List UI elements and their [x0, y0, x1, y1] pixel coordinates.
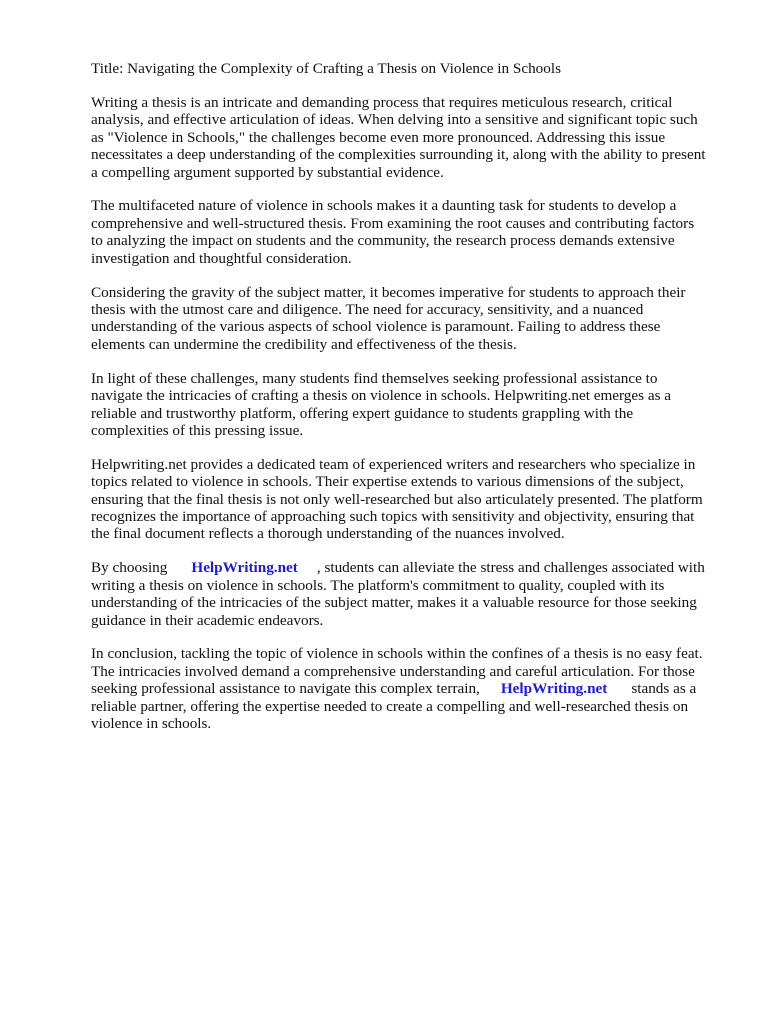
paragraph-line: reliable and trustworthy platform, offering expert guidance to students grappling with the: [91, 404, 634, 422]
link-lead-text: seeking professional assistance to navigate this complex terrain,: [91, 680, 480, 698]
paragraph-line: Considering the gravity of the subject matter, it becomes imperative for students to approach their: [91, 283, 686, 301]
paragraph-line: ensuring that the final thesis is not only well-researched but also articulately presented. The platform: [91, 490, 703, 508]
paragraph-team: [91, 456, 731, 543]
paragraph-gravity: [91, 284, 731, 354]
paragraph-line: elements can undermine the credibility and effectiveness of the thesis.: [91, 335, 517, 353]
paragraph-line: comprehensive and well-structured thesis. From examining the root causes and contributing factors: [91, 214, 695, 232]
paragraph-line: guidance in their academic endeavors.: [91, 611, 324, 629]
paragraph-line: the final document reflects a thorough understanding of the nuances involved.: [91, 525, 565, 543]
paragraph-line: navigate the intricacies of crafting a thesis on violence in schools. Helpwriting.net emerges as a: [91, 387, 672, 405]
paragraph-line: investigation and thoughtful consideration.: [91, 249, 352, 267]
helpwriting-link[interactable]: HelpWriting.net: [191, 559, 298, 577]
paragraph-line: Writing a thesis is an intricate and demanding process that requires meticulous research, critical: [91, 93, 673, 111]
paragraph-line: The intricacies involved demand a comprehensive understanding and careful articulation. For those: [91, 662, 695, 680]
paragraph-line: In light of these challenges, many students find themselves seeking professional assistance to: [91, 369, 658, 387]
paragraph-line: analysis, and effective articulation of ideas. When delving into a sensitive and significant topic such: [91, 111, 698, 129]
paragraph-line: a compelling argument supported by substantial evidence.: [91, 163, 444, 181]
link-trail-text: , students can alleviate the stress and challenges associated with: [316, 559, 705, 577]
paragraph-intro: [91, 94, 731, 181]
link-lead-text: By choosing: [91, 559, 168, 577]
paragraph-line: understanding of the intricacies of the subject matter, makes it a valuable resource for those seeking: [91, 594, 697, 612]
paragraph-line: recognizes the importance of approaching such topics with sensitivity and objectivity, ensuring that: [91, 508, 695, 526]
paragraph-line: to analyzing the impact on students and the community, the research process demands extensive: [91, 232, 675, 250]
paragraph-line: thesis with the utmost care and diligence. The need for accuracy, sensitivity, and a nuanced: [91, 300, 644, 318]
paragraph-line: In conclusion, tackling the topic of violence in schools within the confines of a thesis is no easy feat.: [91, 645, 703, 663]
paragraph-line: necessitates a deep understanding of the complexities surrounding it, along with the ability to present: [91, 146, 706, 164]
paragraph-line: The multifaceted nature of violence in schools makes it a daunting task for students to develop a: [91, 197, 677, 215]
paragraph-line-with-link: [91, 559, 731, 576]
document-title: Title: Navigating the Complexity of Crafting a Thesis on Violence in Schools: [91, 60, 561, 77]
paragraph-line: reliable partner, offering the expertise needed to create a compelling and well-researched thesis on: [91, 697, 689, 715]
paragraph-challenges: [91, 370, 731, 440]
link-trail-text: stands as a: [631, 680, 697, 698]
paragraph-line: Helpwriting.net provides a dedicated team of experienced writers and researchers who specialize in: [91, 455, 696, 473]
paragraph-line: writing a thesis on violence in schools. The platform's commitment to quality, coupled with its: [91, 576, 665, 594]
helpwriting-link[interactable]: HelpWriting.net: [500, 680, 608, 698]
paragraph-conclusion: [91, 645, 731, 732]
paragraph-line: complexities of this pressing issue.: [91, 421, 304, 439]
paragraph-line: as "Violence in Schools," the challenges become even more pronounced. Addressing this issue: [91, 128, 666, 146]
document-page: [91, 60, 731, 749]
paragraph-line-with-link: [91, 680, 731, 697]
paragraph-line: understanding of the various aspects of school violence is paramount. Failing to address these: [91, 318, 661, 336]
paragraph-choosing: [91, 559, 731, 629]
paragraph-line: topics related to violence in schools. Their expertise extends to various dimensions of the subject,: [91, 473, 684, 491]
paragraph-line: violence in schools.: [91, 715, 212, 733]
paragraph-multifaceted: [91, 197, 731, 267]
